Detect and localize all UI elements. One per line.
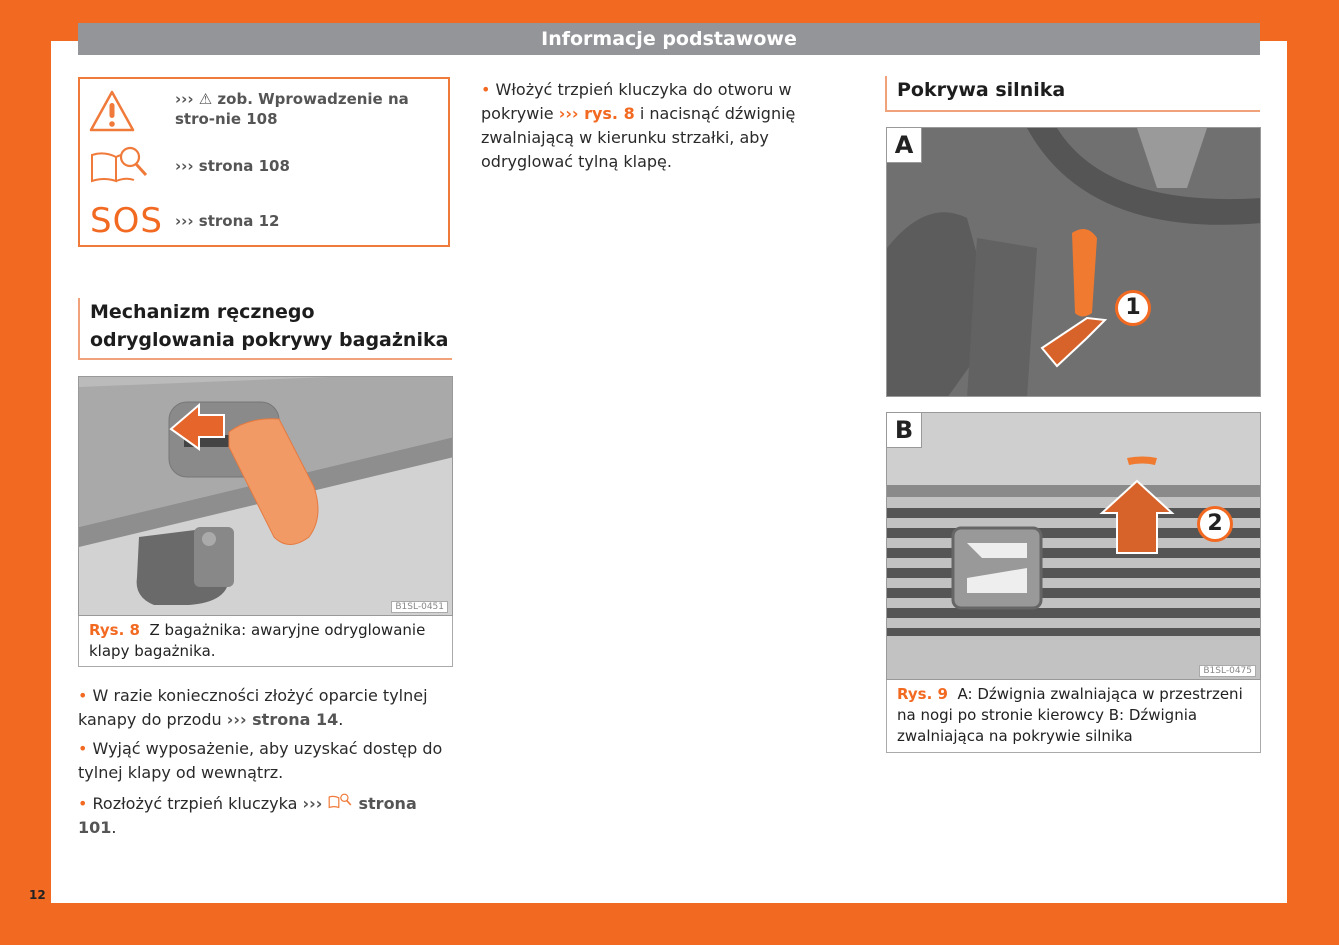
page-link-101[interactable]: strona 101 [78, 794, 417, 837]
figure-8-caption-text: Z bagażnika: awaryjne odryglowanie klapy bagażnika. [89, 621, 426, 660]
bullet-icon: • [78, 686, 93, 705]
section-heading-trunk-release: Mechanizm ręcznego odryglowania pokrywy bagażnika [78, 298, 452, 360]
figure-8-label: Rys. 8 [89, 621, 140, 639]
bullet-icon: • [78, 794, 93, 813]
symbol-text-warning: ››› ⚠ zob. Wprowadzenie na stro-nie 108 [175, 90, 409, 128]
bullet-icon: • [481, 80, 496, 99]
step-3: • Rozłożyć trzpień kluczyka ››› strona 101. [78, 794, 417, 837]
panel-label-a: A [887, 128, 922, 163]
trunk-key-illustration [79, 377, 453, 616]
symbol-text-book: ››› strona 108 [175, 157, 290, 175]
symbol-reference-box [78, 77, 450, 247]
book-magnifier-icon [327, 794, 353, 813]
figure-9-caption [886, 680, 1261, 753]
sos-icon: SOS [90, 201, 163, 241]
step-1: • W razie konieczności złożyć oparcie tylnej kanapy do przodu ››› strona 14. [78, 686, 428, 729]
section-heading-engine-hood: Pokrywa silnika [885, 76, 1260, 112]
footwell-lever-illustration [887, 128, 1261, 397]
symbol-text-sos: ››› strona 12 [175, 212, 280, 230]
figure-9a-image [886, 127, 1261, 397]
warning-triangle-icon [88, 89, 136, 137]
symbol-row-book [80, 143, 448, 189]
figure-8-caption [78, 616, 453, 667]
figure-9-caption-text: A: Dźwignia zwalniająca w przestrzeni na nogi po stronie kierowcy B: Dźwignia zwalniająca na pokrywie silnika [897, 685, 1243, 745]
step-4: • Włożyć trzpień kluczyka do otworu w pokrywie ››› rys. 8 i nacisnąć dźwignię zwalniającą w kierunku strzałki, aby odryglować tylną klapę. [481, 80, 796, 171]
callout-1: 1 [1115, 290, 1151, 326]
bullet-icon: • [78, 739, 93, 758]
figure-9-label: Rys. 9 [897, 685, 948, 703]
figure-9b-image [886, 412, 1261, 680]
book-magnifier-icon [88, 145, 150, 189]
figure-code: B1SL-0451 [391, 601, 448, 613]
symbol-row-warning [80, 85, 448, 137]
callout-2: 2 [1197, 506, 1233, 542]
page-link-14[interactable]: ››› strona 14 [226, 710, 339, 729]
symbol-row-sos [80, 197, 448, 243]
panel-label-b: B [887, 413, 922, 448]
figure-code: B1SL-0475 [1199, 665, 1256, 677]
page-number: 12 [29, 888, 46, 902]
hood-grille-illustration [887, 413, 1261, 680]
step-2: • Wyjąć wyposażenie, aby uzyskać dostęp do tylnej klapy od wewnątrz. [78, 739, 443, 782]
figure-8-image [78, 376, 453, 616]
section-header: Informacje podstawowe [78, 23, 1260, 55]
figure-link-8[interactable]: ››› rys. 8 [558, 104, 635, 123]
